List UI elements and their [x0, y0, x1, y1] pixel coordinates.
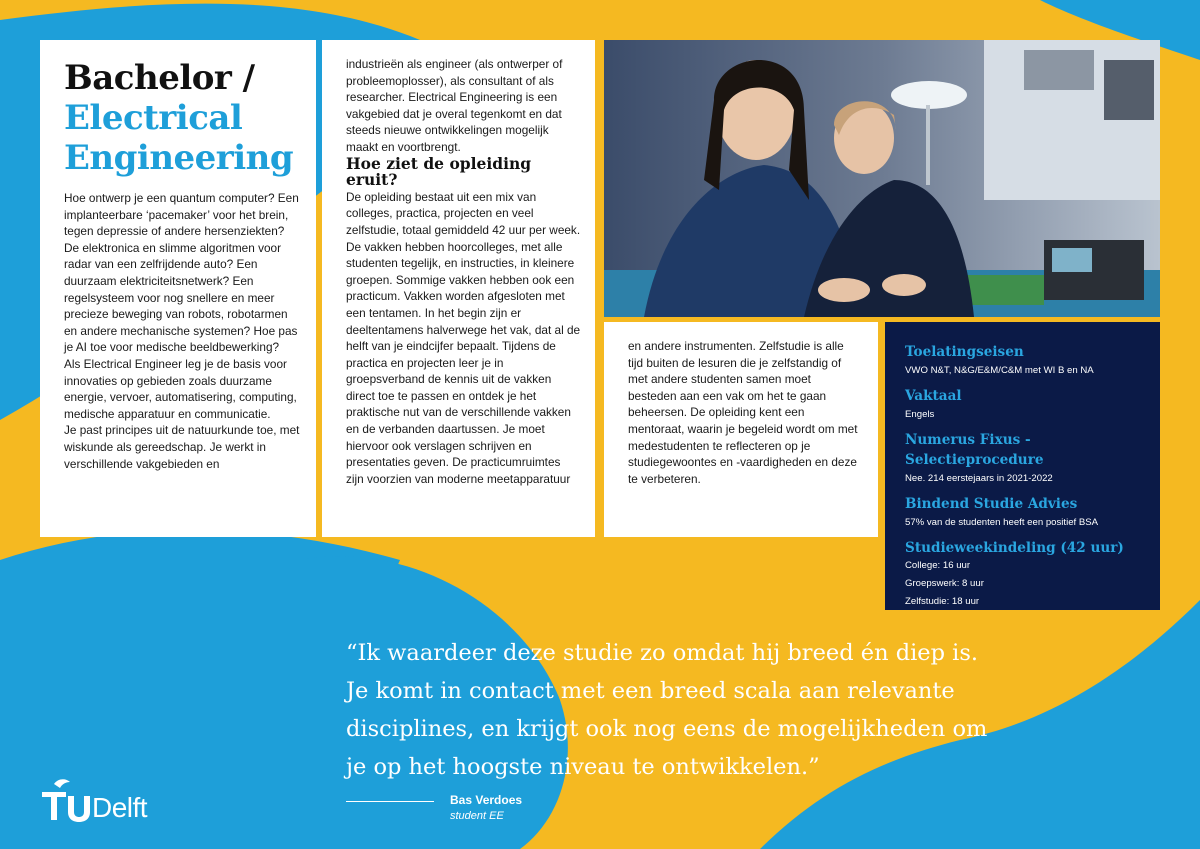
quote-author: Bas Verdoes — [450, 793, 523, 807]
quote-line: disciplines, en krijgt ook nog eens de mogelijkheden om — [346, 716, 988, 742]
week-item: College: 16 uur — [905, 560, 971, 571]
students-photo — [604, 40, 1160, 317]
page-title — [64, 58, 302, 178]
quote-line: Je komt in contact met een breed scala aan relevante — [346, 678, 955, 704]
intro-panel — [40, 40, 316, 537]
bsa-text: 57% van de studenten heeft een positief BSA — [905, 517, 1099, 528]
quote-divider — [346, 801, 434, 802]
bsa-heading: Bindend Studie Advies — [905, 496, 1078, 512]
admission-heading: Toelatingseisen — [905, 344, 1024, 360]
logo-wordmark: Delft — [92, 792, 148, 823]
fixus-heading: Numerus Fixus - Selectieprocedure — [905, 432, 1044, 468]
intro-paragraph: Je past principes uit de natuurkunde toe, met wiskunde als gereedschap. Je werkt in verschillende vakgebieden en — [64, 423, 300, 471]
title-line-1: Bachelor / — [64, 58, 255, 98]
photo-illustration — [604, 40, 1160, 317]
quote-author-role: student EE — [450, 810, 504, 822]
section-body: De opleiding bestaat uit een mix van colleges, practica, projecten en veel zelfstudie, totaal gemiddeld 42 uur per week. De vakken hebben hoorcolleges, met alle studenten tegelijk, en instructies, in kleinere groepen. Sommige vakken hebben ook een practicum. Vakken worden afgesloten met een tentamen. In het begin zijn er deeltentamens halverwege het vak, dat al de helft van je eindcijfer bepaalt. Tijdens de practica en projecten leer je in groepsverband de kennis uit de vakken direct toe te passen en ontdek je het praktische nut van de verschillende vakken en de verbanden daartussen. Je moet hiervoor ook verslagen schrijven en presentaties geven. De practicumruimtes zijn voorzien van moderne meetapparatuur — [346, 189, 581, 486]
language-heading: Vaktaal — [905, 388, 962, 404]
self-study-text: en andere instrumenten. Zelfstudie is alle tijd buiten de lesuren die je zelfstandig of met andere studenten samen moet besteden aan een vak om het te gaan beheersen. De opleiding kent een mentoraat, waarin je begeleid wordt om met medestudenten te reflecteren op je studiegewoontes en -vaardigheden en deze te verbeteren. — [628, 339, 858, 486]
intro-paragraph: Als Electrical Engineer leg je de basis voor innovaties op gebieden zoals duurzame energie, vervoer, automatisering, computing, medische apparatuur en communicatie. — [64, 356, 297, 421]
facts-panel — [885, 322, 1160, 610]
student-quote — [346, 634, 1146, 786]
admission-text: VWO N&T, N&G/E&M/C&M met WI B en NA — [905, 365, 1094, 376]
fixus-text: Nee. 214 eerstejaars in 2021-2022 — [905, 473, 1053, 484]
quote-line: je op het hoogste niveau te ontwikkelen.” — [346, 754, 820, 780]
tudelft-logo — [40, 778, 147, 822]
continuation-text: industrieën als engineer (als ontwerper of probleemoplosser), als consultant of als researcher. Electrical Engineering is een vakgebied dat je overal tegenkomt en dat steeds nieuwe ontwikkelingen mogelijk maakt en voortbrengt. — [346, 57, 563, 154]
intro-paragraph: Hoe ontwerp je een quantum computer? Een implanteerbare ‘pacemaker’ voor het brein, tegen depressie of andere hersenziekten? De elektronica en slimme algoritmen voor radar van een zelfrijdende auto? Een duurzaam elektriciteitsnetwerk? Een regelsysteem voor nog snellere en meer precieze beweging van robots, robotarmen en andere mechanische systemen? Hoe pas je AI toe voor medische beeldbewerking? — [64, 191, 299, 355]
flame-t-icon — [40, 778, 92, 822]
week-item: Groepswerk: 8 uur — [905, 578, 984, 589]
language-text: Engels — [905, 409, 935, 420]
self-study-panel — [604, 322, 878, 537]
title-line-3: Engineering — [64, 138, 294, 178]
week-heading: Studieweekindeling (42 uur) — [905, 540, 1124, 556]
section-heading: Hoe ziet de opleiding eruit? — [346, 153, 532, 190]
title-line-2: Electrical — [64, 98, 243, 138]
program-panel — [322, 40, 595, 537]
quote-line: “Ik waardeer deze studie zo omdat hij breed én diep is. — [346, 640, 979, 666]
week-item: Zelfstudie: 18 uur — [905, 596, 980, 607]
